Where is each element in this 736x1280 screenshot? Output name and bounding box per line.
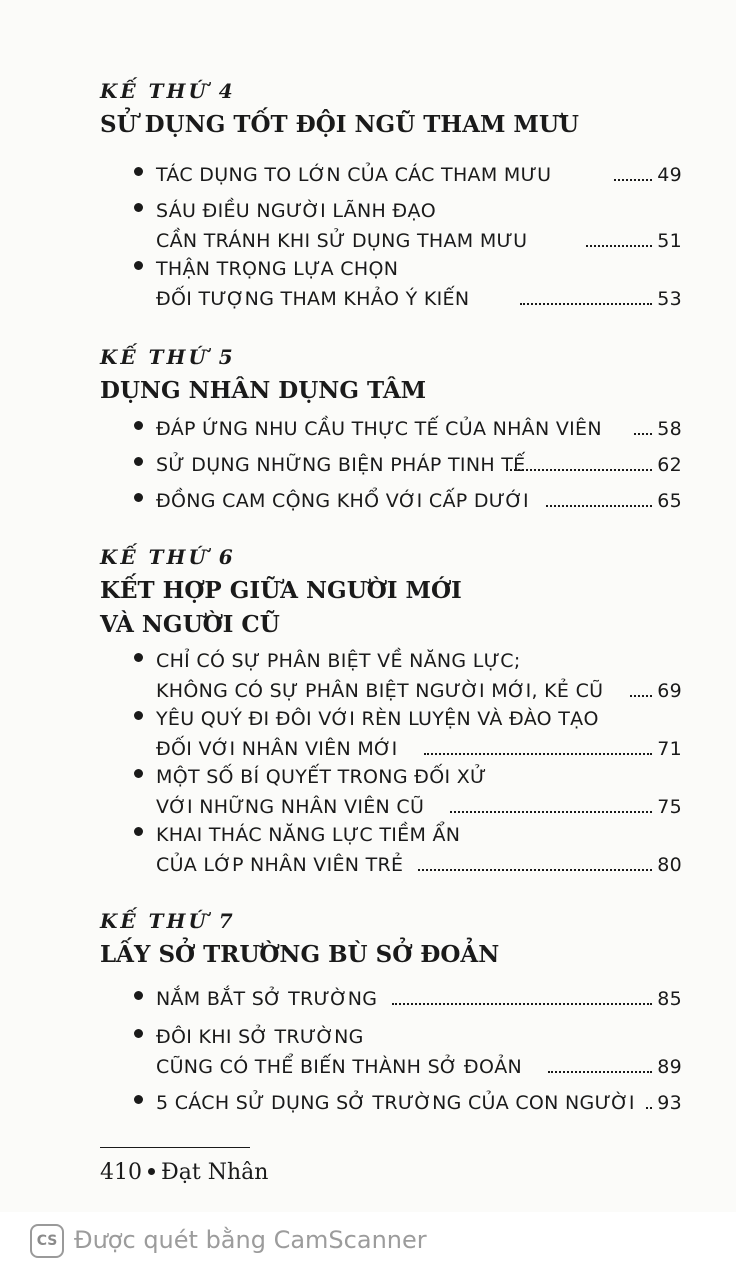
section-label: KẾ THỨ 5	[100, 345, 236, 369]
page-number: 62	[654, 450, 682, 480]
scanner-watermark-text: Được quét bằng CamScanner	[74, 1226, 427, 1254]
page-number: 49	[654, 160, 682, 190]
toc-entry: ĐỒNG CAM CỘNG KHỔ VỚI CẤP DƯỚI 65	[134, 486, 682, 516]
section-heading: SỬ DỤNG TỐT ĐỘI NGŨ THAM MƯU	[100, 111, 579, 138]
page-number: 51	[654, 226, 682, 256]
toc-entry: ĐÁP ỨNG NHU CẦU THỰC TẾ CỦA NHÂN VIÊN 58	[134, 414, 682, 444]
page-number: 53	[654, 284, 682, 314]
section-label: KẾ THỨ 6	[100, 545, 236, 569]
footer-author: Đạt Nhân	[161, 1160, 269, 1185]
toc-entry: MỘT SỐ BÍ QUYẾT TRONG ĐỐI XỬ VỚI NHỮNG NHÂN VIÊN CŨ 75	[134, 762, 682, 822]
toc-entry: YÊU QUÝ ĐI ĐÔI VỚI RÈN LUYỆN VÀ ĐÀO TẠO ĐỐI VỚI NHÂN VIÊN MỚI 71	[134, 704, 682, 764]
page-number: 93	[654, 1088, 682, 1118]
section-heading: DỤNG NHÂN DỤNG TÂM	[100, 377, 427, 404]
bullet-icon	[134, 827, 143, 836]
bullet-icon	[134, 1029, 143, 1038]
section-heading-line-2: VÀ NGƯỜI CŨ	[100, 611, 280, 638]
bullet-icon	[134, 711, 143, 720]
section-heading: LẤY SỞ TRƯỜNG BÙ SỞ ĐOẢN	[100, 941, 500, 968]
page-number: 75	[654, 792, 682, 822]
footer-rule	[100, 1147, 250, 1148]
section-heading: KẾT HỢP GIỮA NGƯỜI MỚI	[100, 577, 462, 604]
page-number: 69	[654, 676, 682, 706]
toc-entry: 5 CÁCH SỬ DỤNG SỞ TRƯỜNG CỦA CON NGƯỜI 93	[134, 1088, 682, 1118]
bullet-icon	[134, 769, 143, 778]
toc-entry: SỬ DỤNG NHỮNG BIỆN PHÁP TINH TẾ 62	[134, 450, 682, 480]
toc-entry: NẮM BẮT SỞ TRƯỜNG 85	[134, 984, 682, 1014]
toc-entry: TÁC DỤNG TO LỚN CỦA CÁC THAM MƯU 49	[134, 160, 682, 190]
section-label: KẾ THỨ 4	[100, 79, 236, 103]
toc-entry: CHỈ CÓ SỰ PHÂN BIỆT VỀ NĂNG LỰC; KHÔNG CÓ SỰ PHÂN BIỆT NGƯỜI MỚI, KẺ CŨ 69	[134, 646, 682, 706]
toc-entry: ĐÔI KHI SỞ TRƯỜNG CŨNG CÓ THỂ BIẾN THÀNH SỞ ĐOẢN 89	[134, 1022, 682, 1082]
bullet-icon	[134, 261, 143, 270]
scanner-watermark-bar	[0, 1212, 736, 1280]
page-footer	[100, 1160, 268, 1185]
section-label: KẾ THỨ 7	[100, 909, 236, 933]
page-number: 85	[654, 984, 682, 1014]
camscanner-logo-icon: CS	[30, 1224, 64, 1258]
page-number: 80	[654, 850, 682, 880]
toc-entry: SÁU ĐIỀU NGƯỜI LÃNH ĐẠO CẦN TRÁNH KHI SỬ DỤNG THAM MƯU 51	[134, 196, 682, 256]
section-ke-thu-6	[100, 544, 690, 876]
bullet-icon	[148, 1168, 155, 1175]
section-ke-thu-4	[100, 78, 690, 310]
bullet-icon	[134, 653, 143, 662]
section-ke-thu-7	[100, 908, 690, 1114]
page-number: 58	[654, 414, 682, 444]
page-number: 71	[654, 734, 682, 764]
footer-page-number: 410	[100, 1160, 142, 1185]
bullet-icon	[134, 203, 143, 212]
page-number: 65	[654, 486, 682, 516]
page-number: 89	[654, 1052, 682, 1082]
toc-entry: THẬN TRỌNG LỰA CHỌN ĐỐI TƯỢNG THAM KHẢO Ý KIẾN 53	[134, 254, 682, 314]
toc-entry: KHAI THÁC NĂNG LỰC TIỀM ẨN CỦA LỚP NHÂN VIÊN TRẺ 80	[134, 820, 682, 880]
section-ke-thu-5	[100, 344, 690, 512]
